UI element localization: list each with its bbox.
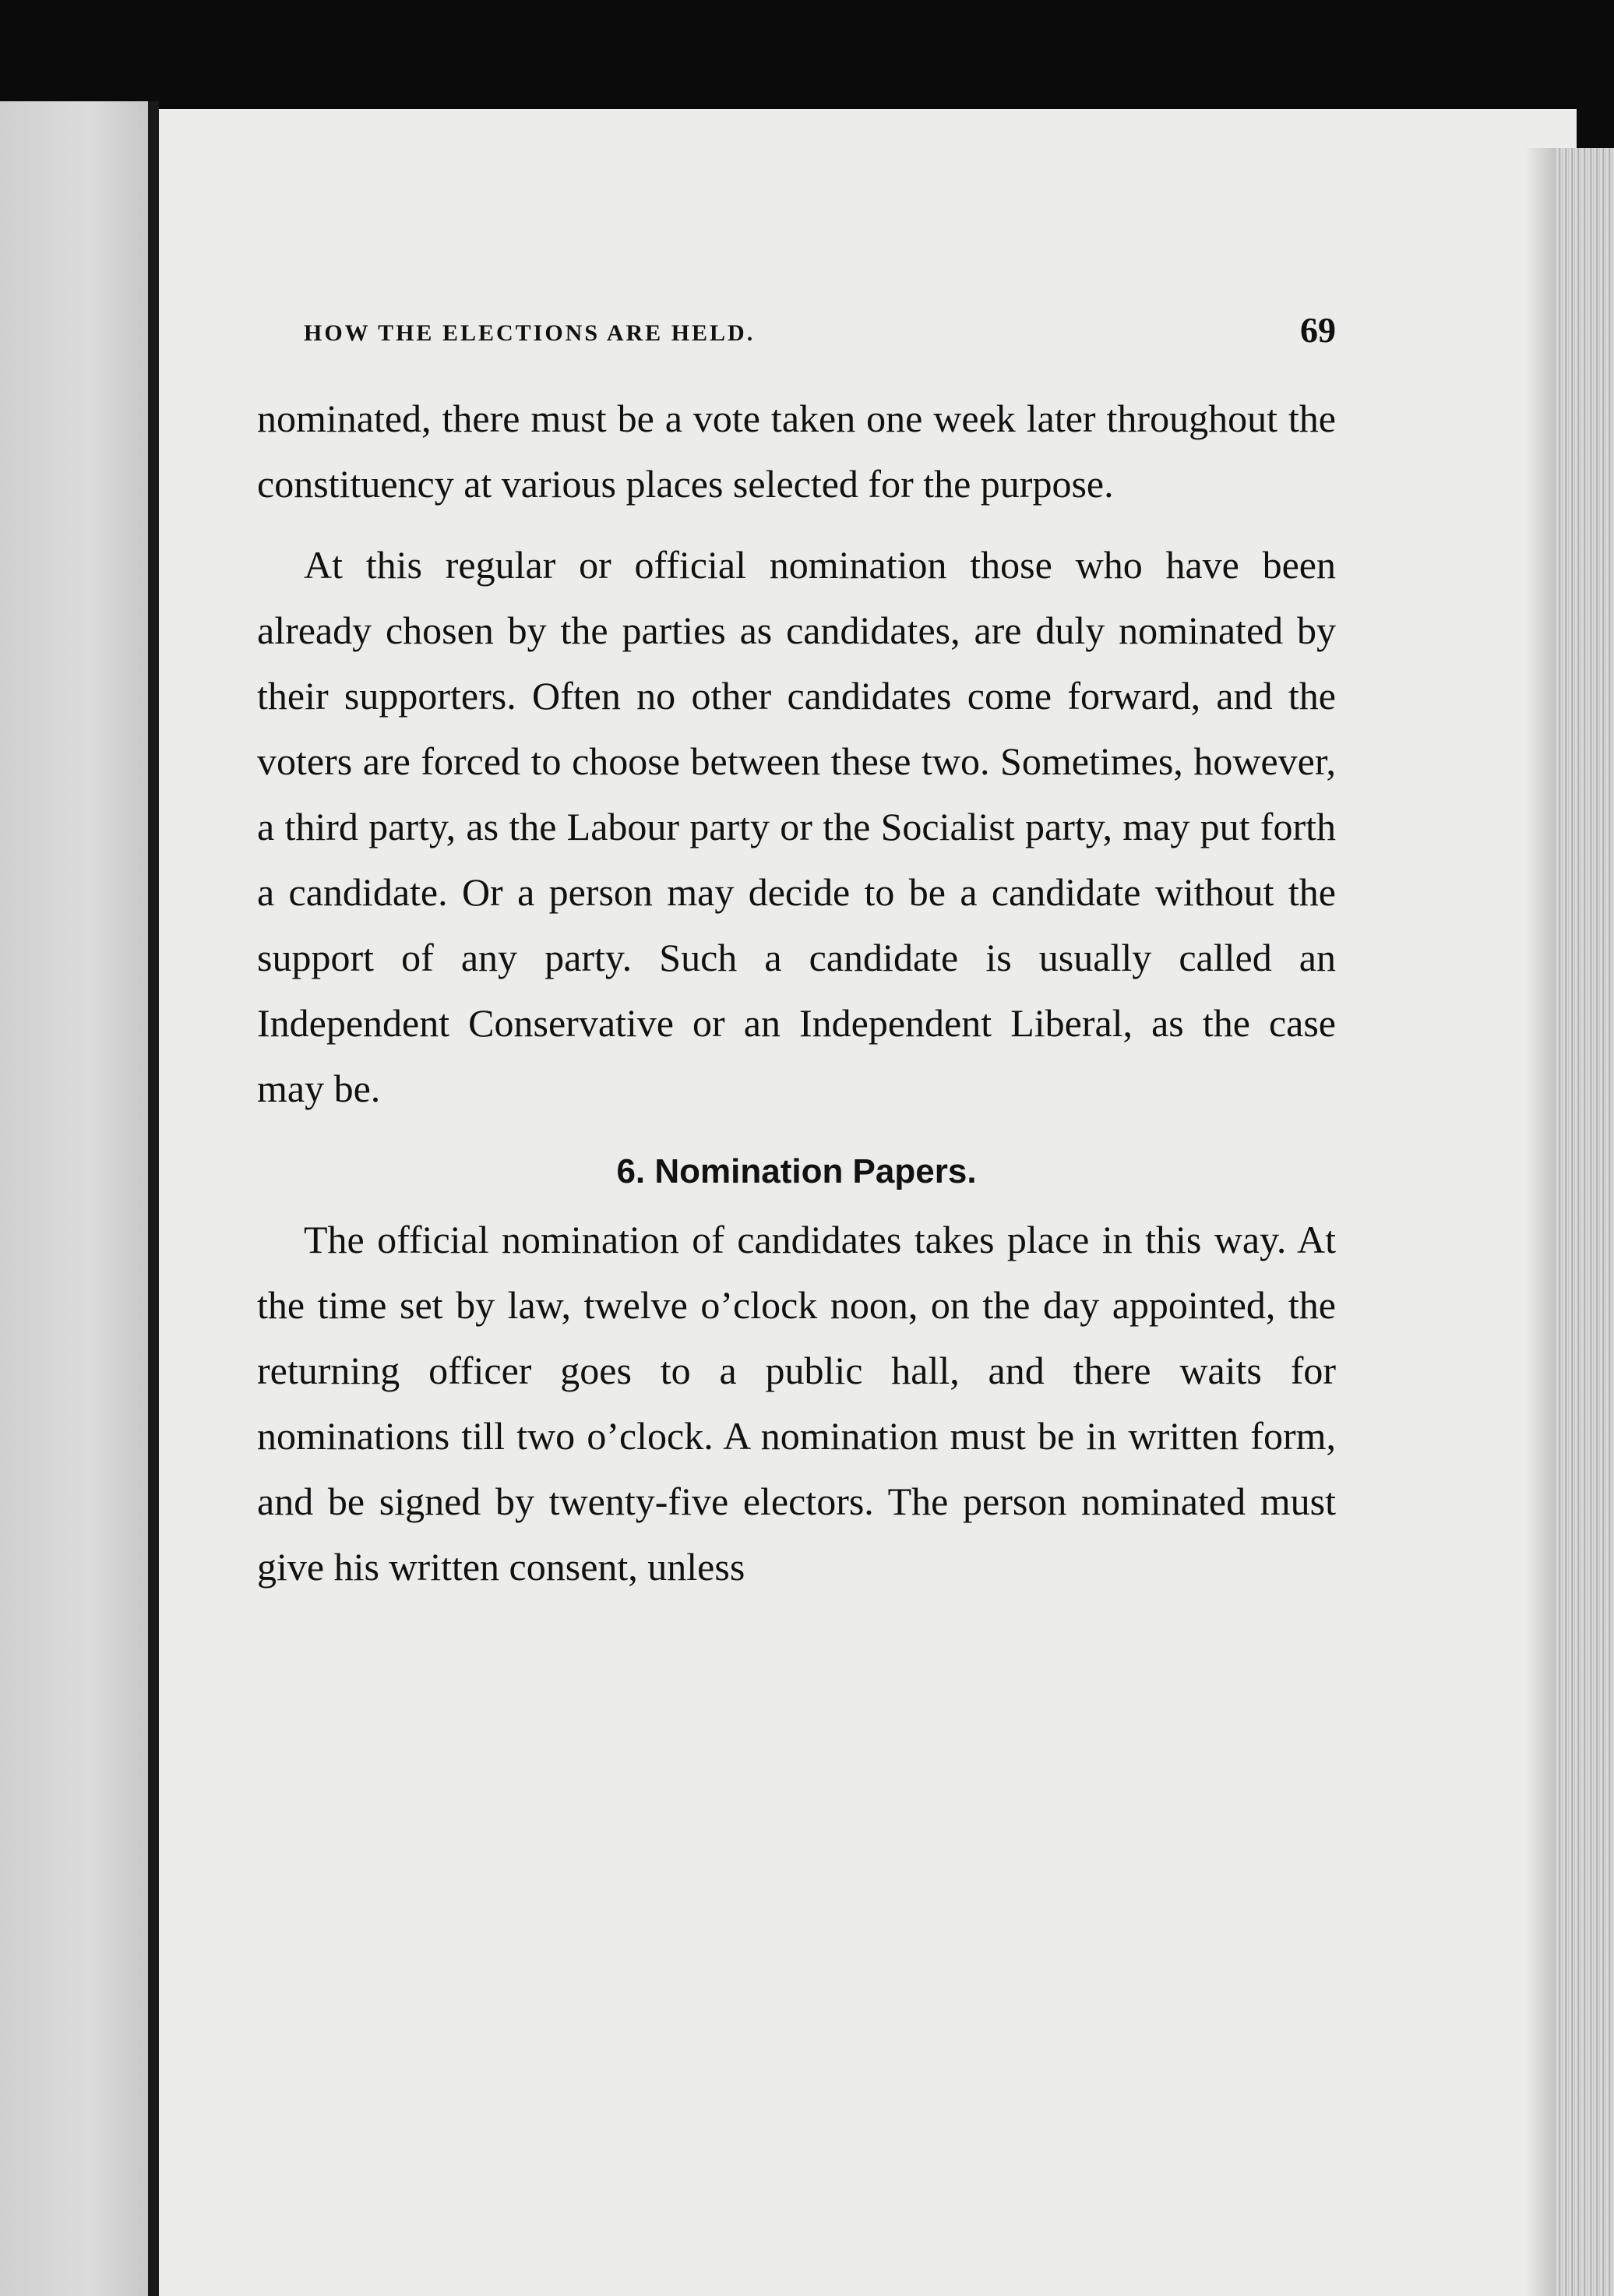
page-number: 69 — [1300, 310, 1336, 350]
page-edge-shadow — [1525, 148, 1556, 2296]
facing-page-edge — [0, 101, 148, 2296]
running-head-title: HOW THE ELECTIONS ARE HELD. — [304, 320, 756, 346]
paragraph-nomination-papers: The official nomination of candidates takes place in this way. At the time set by law, twelve o’clock noon, on the day appointed, the returning officer goes to a public hall, and there waits for nominations till two o’clock. A nomination must be in written form, and be signed by twenty-five electors. The person nominated must give his written consent, unless — [257, 1218, 1336, 1589]
running-head — [304, 308, 1336, 354]
paragraph-continued: nominated, there must be a vote taken one week later throughout the constituency at various places selected for the purpose. — [257, 397, 1336, 506]
book-gutter — [148, 101, 159, 2296]
page-block-edge — [1556, 148, 1614, 2296]
page-text-block — [257, 308, 1336, 1599]
section-heading: 6. Nomination Papers. — [616, 1152, 977, 1190]
paragraph-official-nomination: At this regular or official nomination those who have been already chosen by the parties as candidates, are duly nominated by their supporters. Often no other candidates come forward, and the voters are forced to choose between these two. Sometimes, however, a third party, as the Labour party or the Socialist party, may put forth a candidate. Or a person may decide to be a candidate without the support of any party. Such a candidate is usually called an Independent Conservative or an Independent Liberal, as the case may be. — [257, 543, 1336, 1110]
